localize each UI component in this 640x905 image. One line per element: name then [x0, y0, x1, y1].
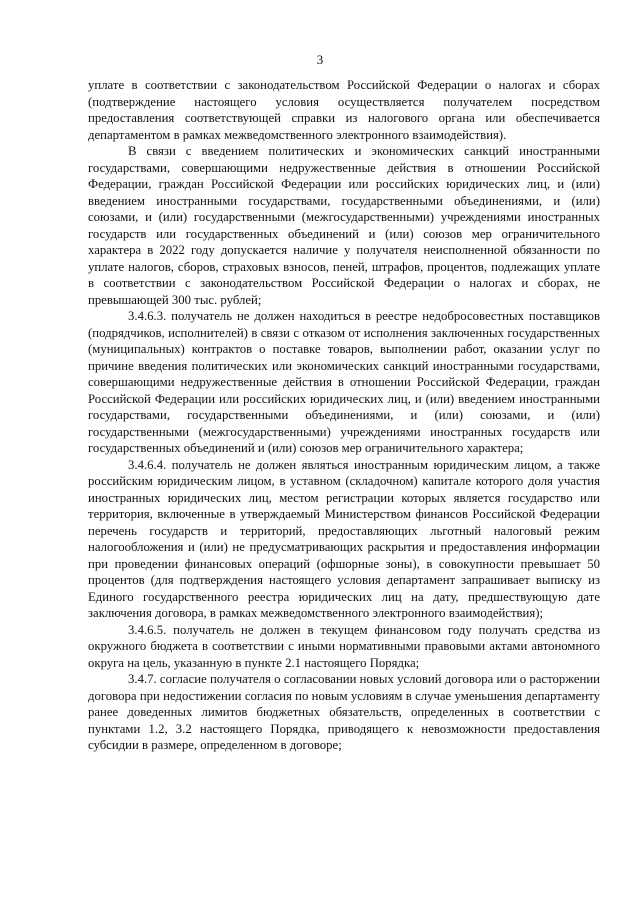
paragraph-3-4-7: 3.4.7. согласие получателя о согласовании новых условий договора или о расторжении договора при недостижении согласия по новым условиям в случае уменьшения департаменту ранее доведенных лимитов бюджетных обязательств, определенных в соответствии с пунктами 1.2, 3.2 настоящего Порядка, приводящего к невозможности предоставления субсидии в размере, определенном в договоре;: [88, 672, 600, 752]
paragraph-tax-obligation-end: уплате в соответствии с законодательством Российской Федерации о налогах и сборах (подтверждение настоящего условия осуществляется получателем посредством предоставления соответствующей справки из налогового органа или обеспечивается департаментом в рамках межведомственного электронного взаимодействия).: [88, 78, 600, 142]
page-number: 3: [316, 52, 324, 67]
paragraph-3-4-6-3: 3.4.6.3. получатель не должен находиться в реестре недобросовестных поставщиков (подрядчиков, исполнителей) в связи с отказом от исполнения заключенных государственных (муниципальных) контрактов о поставке товаров, выполнении работ, оказании услуг по причине введения политических или экономических санкций иностранными государствами, совершающими недружественные действия в отношении Российской Федерации, граждан Российской Федерации или российских юридических лиц, и (или) введением иностранными государствами, государственными объединениями, и (или) союзами, и (или) государственными (межгосударственными) учреждениями иностранных государств или государственных объединений и (или) союзов мер ограничительного характера;: [88, 309, 600, 455]
paragraph-sanctions-exception: В связи с введением политических и экономических санкций иностранными государствами, совершающими недружественные действия в отношении Российской Федерации, граждан Российской Федерации или российских юридических лиц, и (или) введением иностранными государствами, государственными объединениями, и (или) союзами, и (или) государственными (межгосударственными) учреждениями иностранных государств или государственных объединений и (или) союзов мер ограничительного характера в 2022 году допускается наличие у получателя неисполненной обязанности по уплате налогов, сборов, страховых взносов, пеней, штрафов, процентов, подлежащих уплате в соответствии с законодательством Российской Федерации о налогах и сборах, не превышающей 300 тыс. рублей;: [88, 144, 600, 307]
paragraph-3-4-6-4: 3.4.6.4. получатель не должен являться иностранным юридическим лицом, а также российским юридическим лицом, в уставном (складочном) капитале которого доля участия иностранных юридических лиц, местом регистрации которых является государство или территория, включенные в утверждаемый Министерством финансов Российской Федерации перечень государств и территорий, предоставляющих льготный налоговый режим налогообложения и (или) не предусматривающих раскрытия и предоставления информации при проведении финансовых операций (офшорные зоны), в совокупности превышает 50 процентов (для подтверждения настоящего условия департамент запрашивает выписку из Единого государственного реестра юридических лиц на дату, предшествующую дате заключения договора, в рамках межведомственного электронного взаимодействия);: [88, 457, 600, 620]
paragraph-3-4-6-5: 3.4.6.5. получатель не должен в текущем финансовом году получать средства из окружного бюджета в соответствии с иными нормативными правовыми актами автономного округа на цель, указанную в пункте 2.1 настоящего Порядка;: [88, 622, 600, 670]
document-body: [88, 77, 600, 754]
